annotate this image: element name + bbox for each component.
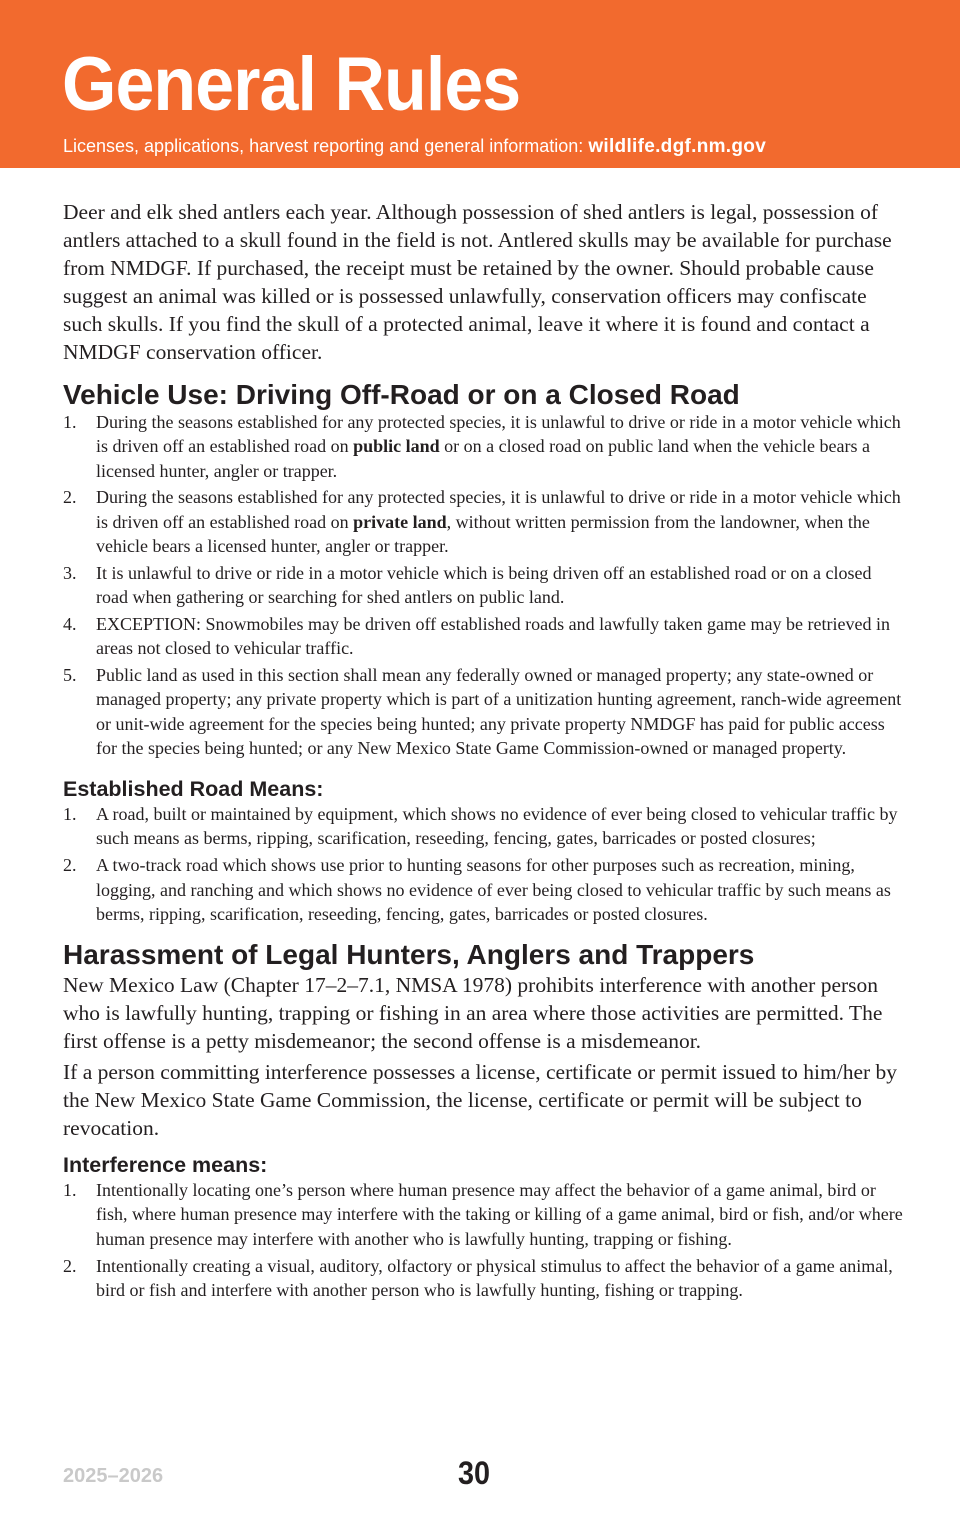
- item-number: 5.: [63, 664, 77, 685]
- footer-year: 2025–2026: [63, 1465, 164, 1487]
- list-item: 1. During the seasons established for any protected species, it is unlawful to drive or ride in a motor vehicle which is driven off an established road on public land or on a closed road on public land when the vehicle bears a licensed hunter, angler or trapper.: [63, 412, 901, 481]
- item-number: 4.: [63, 613, 77, 634]
- header-subtitle: [63, 135, 766, 158]
- road-heading: Established Road Means:: [63, 777, 324, 802]
- subtitle-text: Licenses, applications, harvest reporting and general information:: [63, 136, 589, 156]
- list-item: 1. Intentionally locating one’s person where human presence may affect the behavior of a game animal, bird or fish, where human presence may interfere with the taking or killing of a game animal, bird or fish, and/or where human presence may interfere with another who is lawfully hunting, trapping or fishing.: [63, 1180, 903, 1249]
- list-item: 3. It is unlawful to drive or ride in a motor vehicle which is being driven off an established road or on a closed road when gathering or searching for shed antlers on public land.: [63, 562, 872, 608]
- website-link[interactable]: wildlife.dgf.nm.gov: [588, 136, 767, 157]
- road-list: [63, 802, 903, 926]
- list-item: 4. EXCEPTION: Snowmobiles may be driven off established roads and lawfully taken game may be retrieved in areas not closed to vehicular traffic.: [63, 613, 890, 659]
- interference-heading: Interference means:: [63, 1153, 268, 1178]
- page-number: 30: [458, 1455, 491, 1491]
- item-number: 2.: [63, 487, 77, 508]
- vehicle-list: [63, 410, 903, 760]
- item-number: 3.: [63, 562, 77, 583]
- list-item: 2. A two-track road which shows use prior to hunting seasons for other purposes such as recreation, mining, logging, and ranching and which shows no evidence of ever being closed to vehicular traffic by such means as berms, ripping, scarification, reseeding, fencing, gates, barricades or posted closures.: [63, 855, 891, 924]
- list-item: 2. During the seasons established for any protected species, it is unlawful to drive or ride in a motor vehicle which is driven off an established road on private land, without written permission from the landowner, when the vehicle bears a licensed hunter, angler or trapper.: [63, 487, 901, 556]
- list-item: 5. Public land as used in this section shall mean any federally owned or managed property; any state-owned or managed property; any private property which is part of a unitization hunting agreement, ranch-wide agreement or unit-wide agreement for the species being hunted; any private property NMDGF has paid for public access for the species being hunted; or any New Mexico State Game Commission-owned or managed property.: [63, 664, 902, 758]
- intro-paragraph: Deer and elk shed antlers each year. Although possession of shed antlers is legal, possession of antlers attached to a skull found in the field is not. Antlered skulls may be available for purchase from NMDGF. If purchased, the receipt must be retained by the owner. Should probable cause suggest an animal was killed or is possessed unlawfully, conservation officers may confiscate such skulls. If you find the skull of a protected animal, leave it where it is found and contact a NMDGF conservation officer.: [63, 200, 892, 364]
- interference-list: [63, 1178, 903, 1302]
- vehicle-heading: Vehicle Use: Driving Off-Road or on a Closed Road: [63, 379, 740, 410]
- harassment-heading: Harassment of Legal Hunters, Anglers and Trappers: [63, 939, 755, 971]
- item-number: 1.: [63, 1180, 77, 1201]
- harassment-paragraph-2: If a person committing interference possesses a license, certificate or permit issued to him/her by the New Mexico State Game Commission, the license, certificate or permit will be subject to revocation.: [63, 1060, 898, 1141]
- header-banner: [0, 0, 960, 168]
- item-number: 2.: [63, 1255, 77, 1276]
- page-title: General Rules: [62, 42, 521, 127]
- item-number: 1.: [63, 804, 77, 825]
- harassment-paragraph-1: New Mexico Law (Chapter 17–2–7.1, NMSA 1978) prohibits interference with another person who is lawfully hunting, trapping or fishing in an area where those activities are permitted. The first offense is a petty misdemeanor; the second offense is a misdemeanor.: [63, 973, 883, 1054]
- main-content: [63, 198, 903, 1305]
- list-item: 2. Intentionally creating a visual, auditory, olfactory or physical stimulus to affect the behavior of a game animal, bird or fish and interfere with another person who is lawfully hunting, fishing or trapping.: [63, 1255, 893, 1300]
- item-number: 2.: [63, 855, 77, 876]
- list-item: 1. A road, built or maintained by equipment, which shows no evidence of ever being closed to vehicular traffic by such means as berms, ripping, scarification, reseeding, fencing, gates, barricades or posted closures;: [63, 804, 898, 849]
- item-number: 1.: [63, 412, 77, 432]
